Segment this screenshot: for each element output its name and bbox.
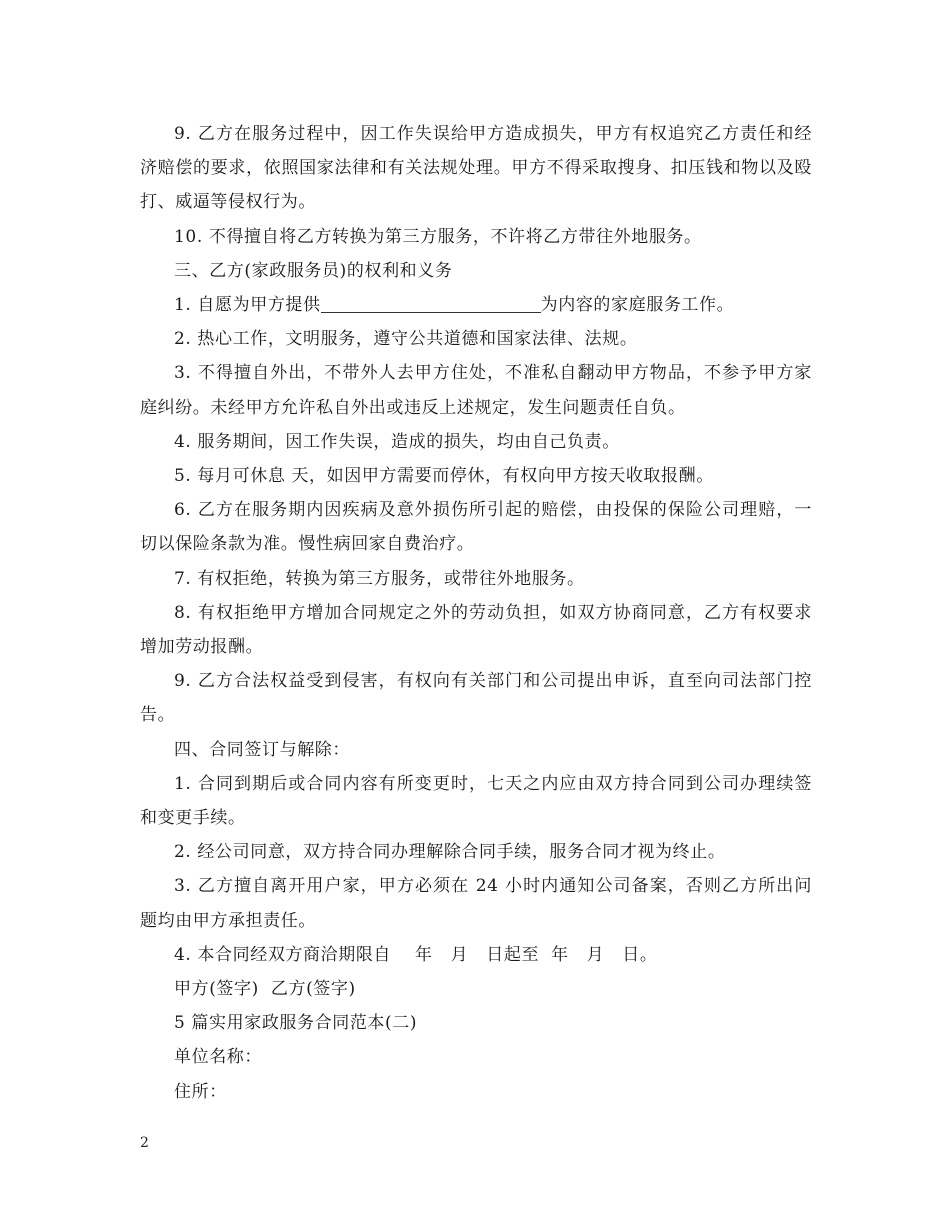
page-number: 2 <box>140 1135 149 1151</box>
document-subtitle: 5 篇实用家政服务合同范本(二) <box>174 1013 418 1034</box>
clause-3-1-before: 1. 自愿为甲方提供 <box>174 295 321 316</box>
clause-2-10: 10. 不得擅自将乙方转换为第三方服务，不许将乙方带往外地服务。 <box>174 226 702 247</box>
clause-3-6: 6. 乙方在服务期内因疾病及意外损伤所引起的赔偿，由投保的保险公司理赔，一切以保险条款为准。慢性病回家自费治疗。 <box>140 500 812 555</box>
clause-2-9: 9. 乙方在服务过程中，因工作失误给甲方造成损失，甲方有权追究乙方责任和经济赔偿的要求，依照国家法律和有关法规处理。甲方不得采取搜身、扣压钱和物以及殴打、威逼等侵权行为。 <box>140 124 812 213</box>
clause-3-7: 7. 有权拒绝，转换为第三方服务，或带往外地服务。 <box>174 568 585 589</box>
clause-3-4: 4. 服务期间，因工作失误，造成的损失，均由自己负责。 <box>174 431 620 452</box>
section-heading-3: 三、乙方(家政服务员)的权利和义务 <box>174 260 453 281</box>
clause-3-9: 9. 乙方合法权益受到侵害，有权向有关部门和公司提出申诉，直至向司法部门控告。 <box>140 671 812 726</box>
signature-line: 甲方(签字) 乙方(签字) <box>174 979 356 1000</box>
clause-3-3: 3. 不得擅自外出，不带外人去甲方住处，不准私自翻动甲方物品，不参予甲方家庭纠纷。未经甲方允许私自外出或违反上述规定，发生问题责任自负。 <box>140 363 812 418</box>
clause-4-4: 4. 本合同经双方商洽期限自 年 月 日起至 年 月 日。 <box>174 944 658 965</box>
section-heading-4: 四、合同签订与解除： <box>174 739 350 760</box>
fill-in-blank <box>321 294 541 313</box>
company-name-field: 单位名称： <box>174 1047 262 1068</box>
clause-4-3: 3. 乙方擅自离开用户家，甲方必须在 24 小时内通知公司备案，否则乙方所出问题均由甲方承担责任。 <box>140 876 812 931</box>
clause-3-2: 2. 热心工作，文明服务，遵守公共道德和国家法律、法规。 <box>174 329 638 350</box>
clause-4-2: 2. 经公司同意，双方持合同办理解除合同手续，服务合同才视为终止。 <box>174 842 726 863</box>
clause-4-1: 1. 合同到期后或合同内容有所变更时，七天之内应由双方持合同到公司办理续签和变更手续。 <box>140 773 812 829</box>
clause-3-1-after: 为内容的家庭服务工作。 <box>540 295 735 316</box>
clause-3-1 <box>140 288 812 322</box>
address-field: 住所： <box>174 1081 227 1102</box>
document-body <box>140 117 812 1109</box>
clause-3-5: 5. 每月可休息 天，如因甲方需要而停休，有权向甲方按天收取报酬。 <box>174 466 714 487</box>
clause-3-8: 8. 有权拒绝甲方增加合同规定之外的劳动负担，如双方协商同意，乙方有权要求增加劳动报酬。 <box>140 602 812 658</box>
